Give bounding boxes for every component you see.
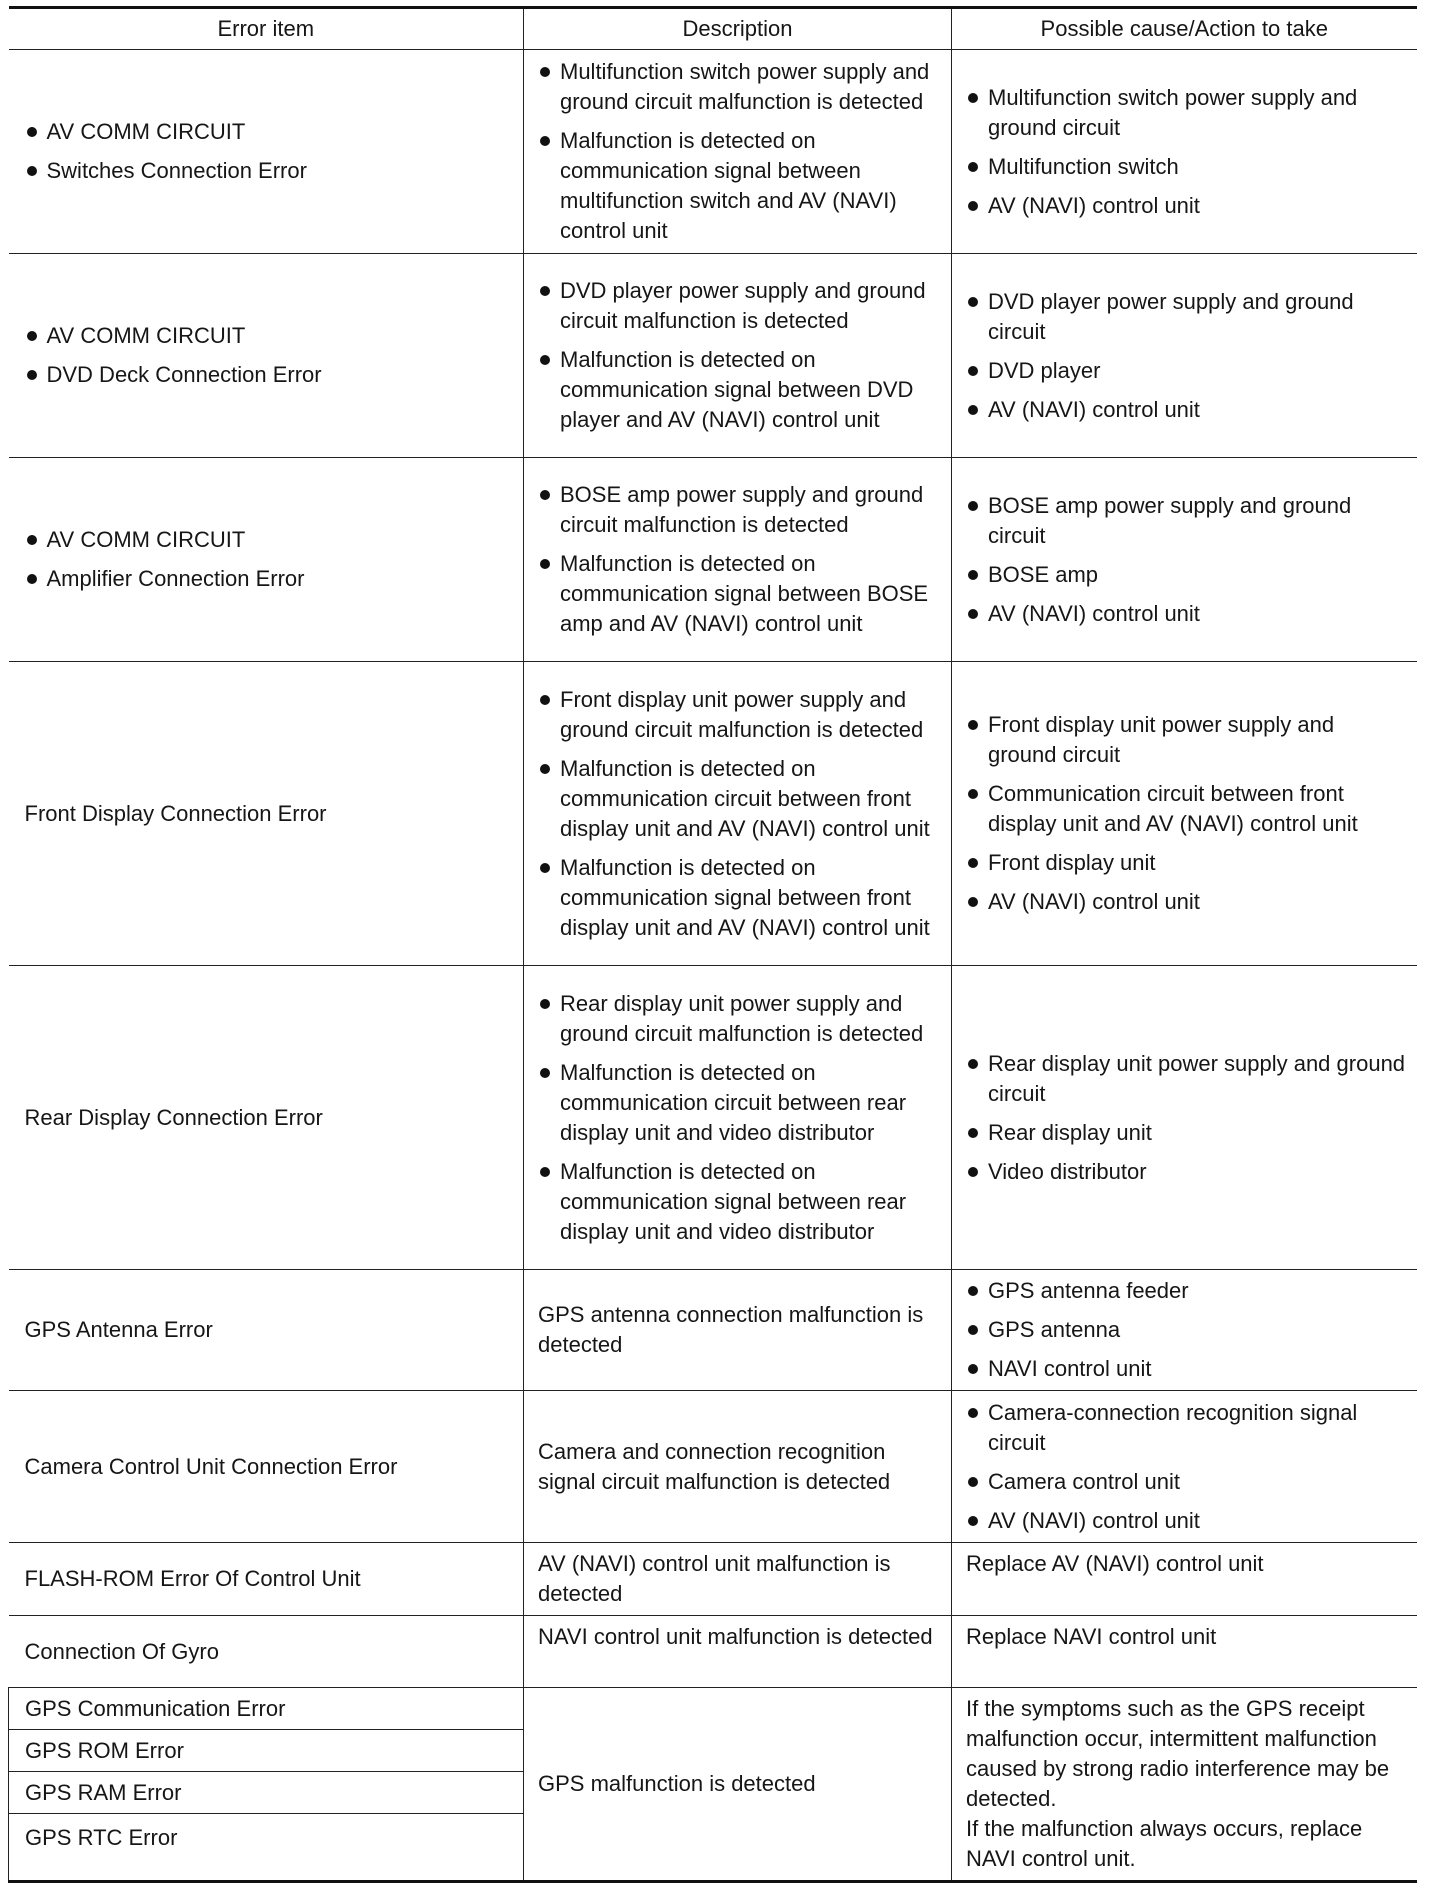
description-item: Multifunction switch power supply and ground circuit malfunction is detected	[538, 57, 941, 117]
error-item: AV COMM CIRCUIT	[25, 117, 514, 147]
cause-item: NAVI control unit	[966, 1354, 1407, 1384]
description-cell	[524, 966, 952, 1270]
description-item: Malfunction is detected on communication signal between rear display unit and video distributor	[538, 1157, 941, 1247]
description-cell	[524, 458, 952, 662]
description-item: DVD player power supply and ground circuit malfunction is detected	[538, 276, 941, 336]
cause-item: DVD player power supply and ground circuit	[966, 287, 1407, 347]
table-row	[9, 1616, 1417, 1688]
action-cell	[952, 1688, 1417, 1882]
header-row	[9, 8, 1417, 50]
cause-item: Camera control unit	[966, 1467, 1407, 1497]
description-cell	[524, 254, 952, 458]
description-cell: NAVI control unit malfunction is detected	[524, 1616, 952, 1688]
table-row	[9, 1391, 1417, 1543]
table-row	[9, 1688, 1417, 1882]
cause-cell	[952, 1391, 1417, 1543]
action-line: If the malfunction always occurs, replace NAVI control unit.	[966, 1816, 1363, 1871]
description-item: Malfunction is detected on communication signal between BOSE amp and AV (NAVI) control unit	[538, 549, 941, 639]
cause-cell	[952, 254, 1417, 458]
error-item: AV COMM CIRCUIT	[25, 321, 514, 351]
error-item-cell	[9, 254, 524, 458]
description-cell: GPS malfunction is detected	[524, 1688, 952, 1882]
error-item-cell: FLASH-ROM Error Of Control Unit	[9, 1543, 524, 1616]
cause-item: GPS antenna	[966, 1315, 1407, 1345]
error-item: DVD Deck Connection Error	[25, 360, 514, 390]
error-item-cell: Connection Of Gyro	[9, 1616, 524, 1688]
table-row	[9, 50, 1417, 254]
error-table	[8, 6, 1417, 1883]
cause-item: Communication circuit between front display unit and AV (NAVI) control unit	[966, 779, 1407, 839]
cause-item: Rear display unit	[966, 1118, 1407, 1148]
error-item: GPS ROM Error	[9, 1730, 523, 1772]
cause-item: BOSE amp power supply and ground circuit	[966, 491, 1407, 551]
cause-item: AV (NAVI) control unit	[966, 1506, 1407, 1536]
error-item-cell: Front Display Connection Error	[9, 662, 524, 966]
cause-item: DVD player	[966, 356, 1407, 386]
description-cell	[524, 50, 952, 254]
error-item-cell	[9, 458, 524, 662]
cause-item: BOSE amp	[966, 560, 1407, 590]
error-item: GPS Communication Error	[9, 1688, 523, 1730]
description-cell	[524, 662, 952, 966]
table-row	[9, 458, 1417, 662]
error-item-cell: GPS Antenna Error	[9, 1270, 524, 1391]
cause-cell	[952, 662, 1417, 966]
table-row	[9, 1270, 1417, 1391]
description-cell: GPS antenna connection malfunction is detected	[524, 1270, 952, 1391]
error-item-cell	[9, 50, 524, 254]
cause-item: Front display unit power supply and ground circuit	[966, 710, 1407, 770]
table-row	[9, 254, 1417, 458]
cause-item: AV (NAVI) control unit	[966, 599, 1407, 629]
description-item: Malfunction is detected on communication signal between multifunction switch and AV (NAVI) control unit	[538, 126, 941, 246]
action-cell: Replace AV (NAVI) control unit	[952, 1543, 1417, 1616]
error-item-cell: Rear Display Connection Error	[9, 966, 524, 1270]
description-item: Malfunction is detected on communication circuit between front display unit and AV (NAVI) control unit	[538, 754, 941, 844]
cause-item: Video distributor	[966, 1157, 1407, 1187]
error-item: Amplifier Connection Error	[25, 564, 514, 594]
cause-cell	[952, 966, 1417, 1270]
description-cell: Camera and connection recognition signal circuit malfunction is detected	[524, 1391, 952, 1543]
cause-item: GPS antenna feeder	[966, 1276, 1407, 1306]
error-item-cell: Camera Control Unit Connection Error	[9, 1391, 524, 1543]
action-cell: Replace NAVI control unit	[952, 1616, 1417, 1688]
description-item: Malfunction is detected on communication signal between DVD player and AV (NAVI) control unit	[538, 345, 941, 435]
error-item: AV COMM CIRCUIT	[25, 525, 514, 555]
table-row	[9, 662, 1417, 966]
header-description: Description	[524, 8, 952, 50]
cause-item: AV (NAVI) control unit	[966, 395, 1407, 425]
action-line: If the symptoms such as the GPS receipt malfunction occur, intermittent malfunction caused by strong radio interference may be detected.	[966, 1696, 1390, 1811]
cause-item: AV (NAVI) control unit	[966, 887, 1407, 917]
cause-item: Multifunction switch	[966, 152, 1407, 182]
description-item: Rear display unit power supply and ground circuit malfunction is detected	[538, 989, 941, 1049]
table-row	[9, 1543, 1417, 1616]
cause-item: Rear display unit power supply and ground circuit	[966, 1049, 1407, 1109]
cause-item: Front display unit	[966, 848, 1407, 878]
error-item: GPS RTC Error	[25, 1825, 178, 1850]
description-item: BOSE amp power supply and ground circuit malfunction is detected	[538, 480, 941, 540]
cause-cell	[952, 458, 1417, 662]
table-row	[9, 966, 1417, 1270]
error-item-cell	[9, 1688, 524, 1882]
error-item: GPS RAM Error	[9, 1772, 523, 1814]
description-item: Malfunction is detected on communication circuit between rear display unit and video distributor	[538, 1058, 941, 1148]
header-cause-action: Possible cause/Action to take	[952, 8, 1417, 50]
description-item: Malfunction is detected on communication signal between front display unit and AV (NAVI) control unit	[538, 853, 941, 943]
description-cell: AV (NAVI) control unit malfunction is detected	[524, 1543, 952, 1616]
cause-item: AV (NAVI) control unit	[966, 191, 1407, 221]
cause-cell	[952, 1270, 1417, 1391]
header-error-item: Error item	[9, 8, 524, 50]
cause-item: Multifunction switch power supply and ground circuit	[966, 83, 1407, 143]
description-item: Front display unit power supply and ground circuit malfunction is detected	[538, 685, 941, 745]
error-item: Switches Connection Error	[25, 156, 514, 186]
cause-item: Camera-connection recognition signal circuit	[966, 1398, 1407, 1458]
cause-cell	[952, 50, 1417, 254]
